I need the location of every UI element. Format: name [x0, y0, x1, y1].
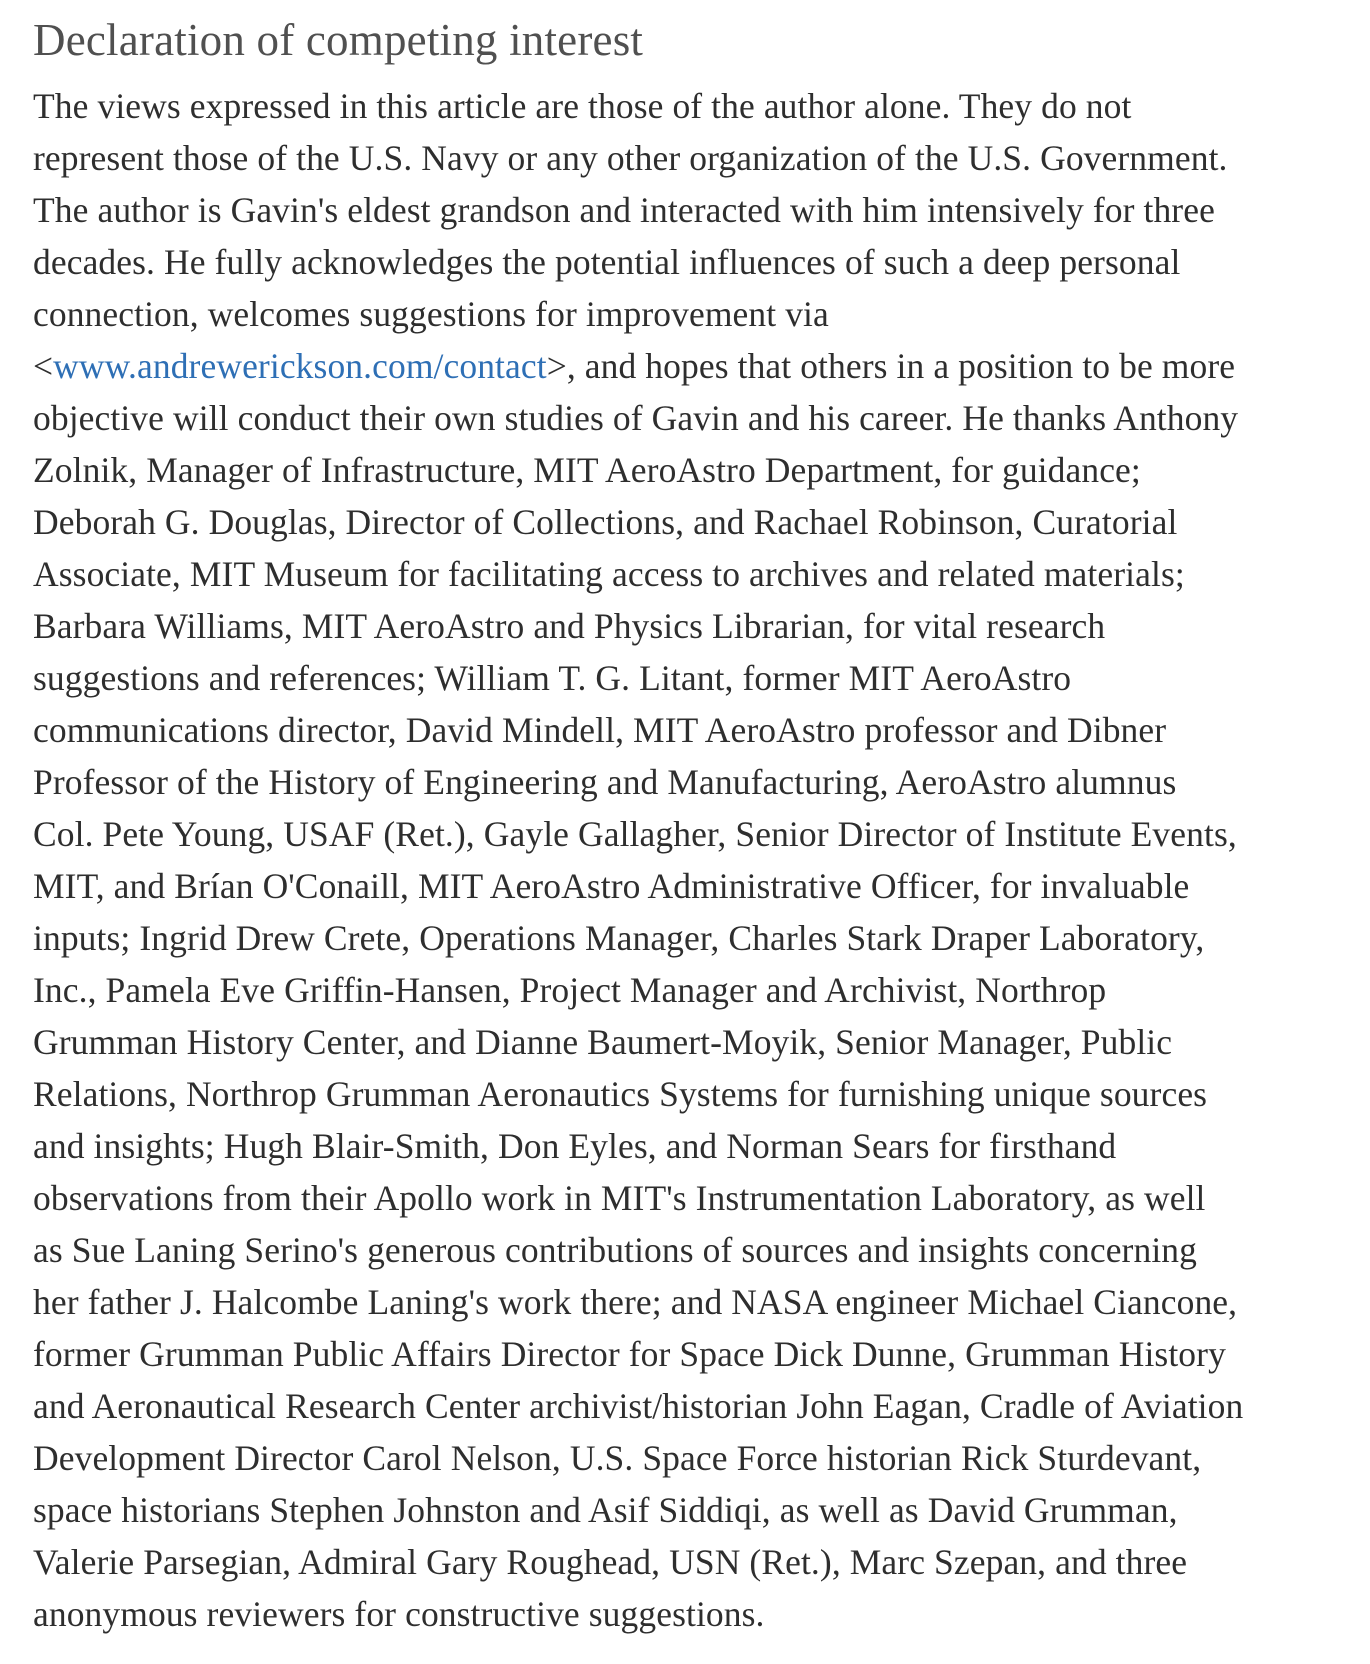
paragraph-line: Zolnik, Manager of Infrastructure, MIT AeroAstro Department, for guidance;: [33, 450, 1141, 490]
paragraph-line: Professor of the History of Engineering and Manufacturing, AeroAstro alumnus: [33, 762, 1177, 802]
paragraph-line: MIT, and Brían O'Conaill, MIT AeroAstro Administrative Officer, for invaluable: [33, 866, 1190, 906]
contact-link[interactable]: www.andrewerickson.com/contact: [53, 346, 547, 386]
paragraph-line: Relations, Northrop Grumman Aeronautics Systems for furnishing unique sources: [33, 1074, 1208, 1114]
paragraph-line: The views expressed in this article are those of the author alone. They do not: [33, 86, 1132, 126]
paragraph-line: objective will conduct their own studies of Gavin and his career. He thanks Anthony: [33, 398, 1239, 438]
paragraph-line: Col. Pete Young, USAF (Ret.), Gayle Gallagher, Senior Director of Institute Events,: [33, 814, 1237, 854]
paragraph-line: represent those of the U.S. Navy or any other organization of the U.S. Government.: [33, 138, 1228, 178]
paragraph-line: communications director, David Mindell, MIT AeroAstro professor and Dibner: [33, 710, 1167, 750]
paragraph-line: space historians Stephen Johnston and Asif Siddiqi, as well as David Grumman,: [33, 1490, 1178, 1530]
paragraph-line: observations from their Apollo work in MIT's Instrumentation Laboratory, as well: [33, 1178, 1206, 1218]
paragraph-line: her father J. Halcombe Laning's work there; and NASA engineer Michael Ciancone,: [33, 1282, 1238, 1322]
section-heading: Declaration of competing interest: [33, 15, 644, 65]
paragraph-line: The author is Gavin's eldest grandson and interacted with him intensively for three: [33, 190, 1215, 230]
paragraph-line: suggestions and references; William T. G. Litant, former MIT AeroAstro: [33, 658, 1072, 698]
paragraph-line: as Sue Laning Serino's generous contributions of sources and insights concerning: [33, 1230, 1197, 1270]
paragraph-line: Barbara Williams, MIT AeroAstro and Physics Librarian, for vital research: [33, 606, 1106, 646]
paragraph-line: Inc., Pamela Eve Griffin-Hansen, Project Manager and Archivist, Northrop: [33, 970, 1107, 1010]
declaration-paragraph: [33, 80, 1358, 1640]
paragraph-line: Deborah G. Douglas, Director of Collections, and Rachael Robinson, Curatorial: [33, 502, 1178, 542]
link-suffix: >, and hopes that others in a position to be more: [546, 346, 1236, 386]
link-prefix: <: [33, 346, 54, 386]
paragraph-line: and Aeronautical Research Center archivist/historian John Eagan, Cradle of Aviation: [33, 1386, 1244, 1426]
paragraph-line: anonymous reviewers for constructive suggestions.: [33, 1594, 765, 1634]
competing-interest-section: [33, 14, 1358, 1640]
paragraph-line-with-link: [33, 340, 1358, 392]
paragraph-line: Valerie Parsegian, Admiral Gary Roughead, USN (Ret.), Marc Szepan, and three: [33, 1542, 1188, 1582]
paragraph-line: inputs; Ingrid Drew Crete, Operations Manager, Charles Stark Draper Laboratory,: [33, 918, 1205, 958]
paragraph-line: decades. He fully acknowledges the potential influences of such a deep personal: [33, 242, 1181, 282]
paragraph-line: Development Director Carol Nelson, U.S. Space Force historian Rick Sturdevant,: [33, 1438, 1202, 1478]
paragraph-line: Grumman History Center, and Dianne Baumert-Moyik, Senior Manager, Public: [33, 1022, 1173, 1062]
paragraph-line: connection, welcomes suggestions for improvement via: [33, 294, 829, 334]
paragraph-line: former Grumman Public Affairs Director for Space Dick Dunne, Grumman History: [33, 1334, 1226, 1374]
paragraph-line: Associate, MIT Museum for facilitating access to archives and related materials;: [33, 554, 1185, 594]
paragraph-line: and insights; Hugh Blair-Smith, Don Eyles, and Norman Sears for firsthand: [33, 1126, 1117, 1166]
